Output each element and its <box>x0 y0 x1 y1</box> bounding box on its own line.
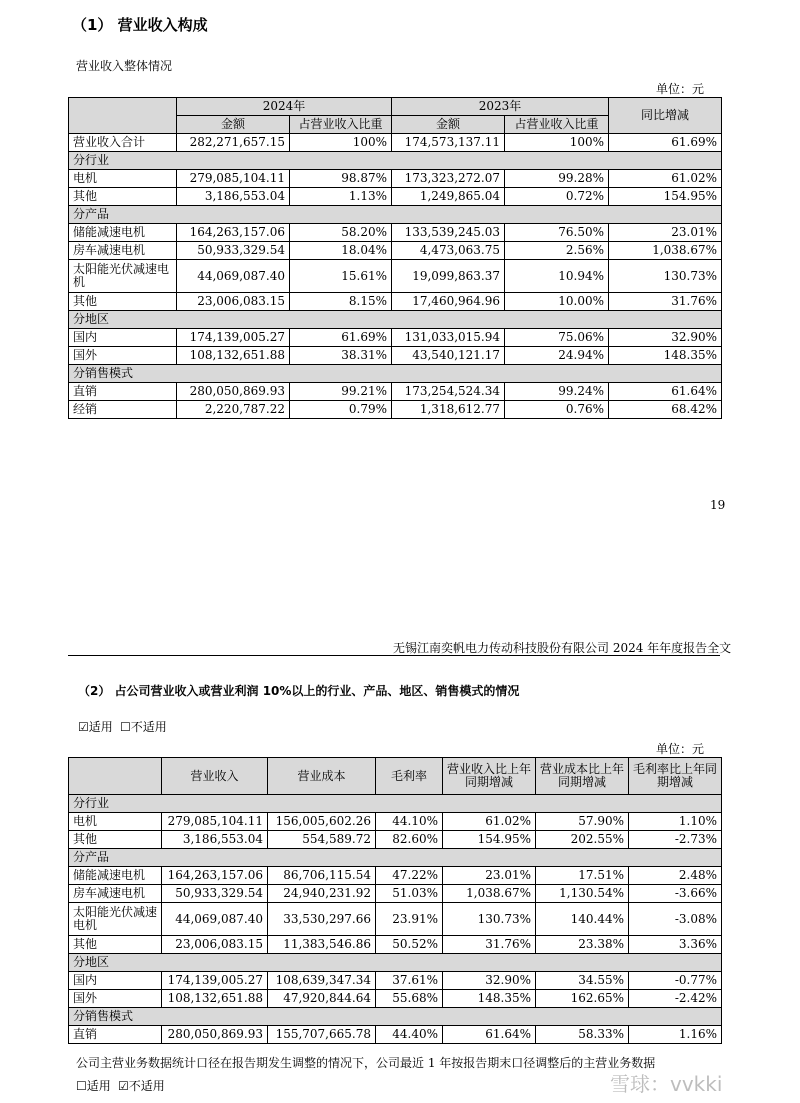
cell-rev: 280,050,869.93 <box>162 1026 268 1044</box>
row-label: 其他 <box>69 293 177 311</box>
cell-margin_yoy: -3.66% <box>629 885 722 903</box>
group-label: 分地区 <box>69 311 722 329</box>
cell-margin: 50.52% <box>376 936 443 954</box>
cell-r24: 15.61% <box>290 260 392 293</box>
cell-r24: 61.69% <box>290 329 392 347</box>
section2-unit: 单位：元 <box>656 742 705 756</box>
header-margin-yoy: 毛利率比上年同期增减 <box>629 758 722 795</box>
cell-r23: 0.76% <box>505 401 609 419</box>
cell-margin: 44.10% <box>376 813 443 831</box>
cell-rev_yoy: 148.35% <box>443 990 536 1008</box>
yoy: 61.69% <box>609 134 722 152</box>
table-row <box>69 383 722 401</box>
cell-r24: 58.20% <box>290 224 392 242</box>
row-label: 营业收入合计 <box>69 134 177 152</box>
cell-margin: 23.91% <box>376 903 443 936</box>
cell-cost: 86,706,115.54 <box>268 867 376 885</box>
cell-cost_yoy: 57.90% <box>536 813 629 831</box>
group-row <box>69 206 722 224</box>
cell-a24: 279,085,104.11 <box>177 170 290 188</box>
row-label: 房车减速电机 <box>69 242 177 260</box>
header-amount-2023: 金额 <box>392 116 505 134</box>
group-label: 分行业 <box>69 795 722 813</box>
cell-cost: 108,639,347.34 <box>268 972 376 990</box>
group-row <box>69 1008 722 1026</box>
table-row <box>69 242 722 260</box>
cell-cost_yoy: 17.51% <box>536 867 629 885</box>
cell-a24: 3,186,553.04 <box>177 188 290 206</box>
row-label: 直销 <box>69 1026 162 1044</box>
cell-cost: 156,005,602.26 <box>268 813 376 831</box>
group-label: 分产品 <box>69 206 722 224</box>
cell-r23: 10.00% <box>505 293 609 311</box>
row-label: 太阳能光伏减速电机 <box>69 903 162 936</box>
group-row <box>69 849 722 867</box>
cell-r23: 99.28% <box>505 170 609 188</box>
group-row <box>69 795 722 813</box>
cell-margin_yoy: -0.77% <box>629 972 722 990</box>
cell-yoy: 130.73% <box>609 260 722 293</box>
cell-cost: 11,383,546.86 <box>268 936 376 954</box>
cell-cost_yoy: 34.55% <box>536 972 629 990</box>
applicable-option: ☑适用 <box>78 720 113 734</box>
cell-a23: 43,540,121.17 <box>392 347 505 365</box>
row-label: 国内 <box>69 972 162 990</box>
table-row <box>69 188 722 206</box>
table-row <box>69 831 722 849</box>
cell-rev_yoy: 61.02% <box>443 813 536 831</box>
header-ratio-2023: 占营业收入比重 <box>505 116 609 134</box>
cell-cost: 155,707,665.78 <box>268 1026 376 1044</box>
cell-r24: 1.13% <box>290 188 392 206</box>
ratio-2023: 100% <box>505 134 609 152</box>
note-applicable-option: ☐适用 <box>76 1079 111 1093</box>
cell-rev: 164,263,157.06 <box>162 867 268 885</box>
cell-yoy: 23.01% <box>609 224 722 242</box>
row-label: 储能减速电机 <box>69 224 177 242</box>
table-row <box>69 293 722 311</box>
cell-margin: 47.22% <box>376 867 443 885</box>
cell-a23: 1,318,612.77 <box>392 401 505 419</box>
cell-cost_yoy: 23.38% <box>536 936 629 954</box>
cell-rev_yoy: 1,038.67% <box>443 885 536 903</box>
header-cost: 营业成本 <box>268 758 376 795</box>
header-rev-yoy: 营业收入比上年同期增减 <box>443 758 536 795</box>
cell-margin_yoy: 2.48% <box>629 867 722 885</box>
cell-rev: 108,132,651.88 <box>162 990 268 1008</box>
cell-rev: 174,139,005.27 <box>162 972 268 990</box>
header-2024: 2024年 <box>177 98 392 116</box>
table-row <box>69 990 722 1008</box>
cell-a23: 19,099,863.37 <box>392 260 505 293</box>
cell-margin_yoy: -2.73% <box>629 831 722 849</box>
cell-r24: 18.04% <box>290 242 392 260</box>
cell-margin: 51.03% <box>376 885 443 903</box>
row-label: 电机 <box>69 813 162 831</box>
group-row <box>69 152 722 170</box>
page-divider <box>68 655 720 656</box>
cell-cost: 33,530,297.66 <box>268 903 376 936</box>
cell-a24: 2,220,787.22 <box>177 401 290 419</box>
group-label: 分销售模式 <box>69 1008 722 1026</box>
cell-yoy: 61.64% <box>609 383 722 401</box>
group-label: 分产品 <box>69 849 722 867</box>
row-label: 电机 <box>69 170 177 188</box>
row-label: 其他 <box>69 936 162 954</box>
cell-cost_yoy: 162.65% <box>536 990 629 1008</box>
cell-r23: 76.50% <box>505 224 609 242</box>
row-label: 国外 <box>69 347 177 365</box>
cell-margin_yoy: 1.10% <box>629 813 722 831</box>
cell-r23: 0.72% <box>505 188 609 206</box>
cell-rev_yoy: 31.76% <box>443 936 536 954</box>
cell-r23: 2.56% <box>505 242 609 260</box>
section2-title: （2） 占公司营业收入或营业利润 10%以上的行业、产品、地区、销售模式的情况 <box>78 684 520 698</box>
group-row <box>69 954 722 972</box>
cell-a24: 108,132,651.88 <box>177 347 290 365</box>
header-ratio-2024: 占营业收入比重 <box>290 116 392 134</box>
cell-rev_yoy: 23.01% <box>443 867 536 885</box>
cell-cost_yoy: 202.55% <box>536 831 629 849</box>
table-row <box>69 885 722 903</box>
cell-rev_yoy: 32.90% <box>443 972 536 990</box>
cell-rev_yoy: 61.64% <box>443 1026 536 1044</box>
watermark: 雪球：vvkki <box>610 1072 723 1096</box>
cell-r24: 98.87% <box>290 170 392 188</box>
header-yoy: 同比增减 <box>609 98 722 134</box>
cell-margin_yoy: -3.08% <box>629 903 722 936</box>
section1-subtitle: 营业收入整体情况 <box>76 59 173 73</box>
cell-a23: 1,249,865.04 <box>392 188 505 206</box>
header-cost-yoy: 营业成本比上年同期增减 <box>536 758 629 795</box>
cell-r24: 0.79% <box>290 401 392 419</box>
header-amount-2024: 金额 <box>177 116 290 134</box>
cell-r24: 99.21% <box>290 383 392 401</box>
row-label: 国内 <box>69 329 177 347</box>
note-not-applicable-option: ☑不适用 <box>118 1079 165 1093</box>
cell-margin_yoy: 1.16% <box>629 1026 722 1044</box>
cell-a23: 17,460,964.96 <box>392 293 505 311</box>
cell-a24: 174,139,005.27 <box>177 329 290 347</box>
not-applicable-option: ☐不适用 <box>120 720 167 734</box>
row-label: 经销 <box>69 401 177 419</box>
adjustment-note: 公司主营业务数据统计口径在报告期发生调整的情况下，公司最近 1 年按报告期末口径调整后的主营业务数据 <box>76 1056 656 1070</box>
row-label: 储能减速电机 <box>69 867 162 885</box>
section1-unit: 单位：元 <box>656 82 705 96</box>
group-label: 分销售模式 <box>69 365 722 383</box>
cell-a23: 173,323,272.07 <box>392 170 505 188</box>
table-row <box>69 867 722 885</box>
cell-rev: 23,006,083.15 <box>162 936 268 954</box>
table-row <box>69 401 722 419</box>
row-label: 直销 <box>69 383 177 401</box>
cell-rev: 50,933,329.54 <box>162 885 268 903</box>
table-row <box>69 813 722 831</box>
header-revenue: 营业收入 <box>162 758 268 795</box>
ratio-2024: 100% <box>290 134 392 152</box>
total-row <box>69 134 722 152</box>
cell-yoy: 31.76% <box>609 293 722 311</box>
row-label: 其他 <box>69 831 162 849</box>
cell-yoy: 154.95% <box>609 188 722 206</box>
cell-rev: 44,069,087.40 <box>162 903 268 936</box>
cell-a23: 133,539,245.03 <box>392 224 505 242</box>
cell-yoy: 1,038.67% <box>609 242 722 260</box>
cell-cost: 554,589.72 <box>268 831 376 849</box>
cell-a24: 44,069,087.40 <box>177 260 290 293</box>
cell-yoy: 148.35% <box>609 347 722 365</box>
table-row <box>69 347 722 365</box>
page-number: 19 <box>710 498 726 512</box>
cell-r23: 10.94% <box>505 260 609 293</box>
amount-2023: 174,573,137.11 <box>392 134 505 152</box>
table-row <box>69 972 722 990</box>
cell-a24: 164,263,157.06 <box>177 224 290 242</box>
cell-a23: 173,254,524.34 <box>392 383 505 401</box>
cell-cost_yoy: 1,130.54% <box>536 885 629 903</box>
cell-cost: 24,940,231.92 <box>268 885 376 903</box>
cell-rev: 279,085,104.11 <box>162 813 268 831</box>
header-2023: 2023年 <box>392 98 609 116</box>
table-row <box>69 936 722 954</box>
header-margin: 毛利率 <box>376 758 443 795</box>
table-row <box>69 224 722 242</box>
cell-a23: 4,473,063.75 <box>392 242 505 260</box>
report-footer: 无锡江南奕帆电力传动科技股份有限公司 2024 年年度报告全文 <box>393 641 732 655</box>
cell-margin: 82.60% <box>376 831 443 849</box>
header-blank <box>69 758 162 795</box>
cell-yoy: 68.42% <box>609 401 722 419</box>
row-label: 太阳能光伏减速电机 <box>69 260 177 293</box>
group-row <box>69 311 722 329</box>
group-label: 分地区 <box>69 954 722 972</box>
table-row <box>69 260 722 293</box>
cell-cost_yoy: 58.33% <box>536 1026 629 1044</box>
cell-margin: 55.68% <box>376 990 443 1008</box>
table-row <box>69 903 722 936</box>
amount-2024: 282,271,657.15 <box>177 134 290 152</box>
cell-rev: 3,186,553.04 <box>162 831 268 849</box>
section1-title: （1） 营业收入构成 <box>72 16 208 34</box>
cell-a23: 131,033,015.94 <box>392 329 505 347</box>
cell-rev_yoy: 130.73% <box>443 903 536 936</box>
cell-a24: 23,006,083.15 <box>177 293 290 311</box>
row-label: 其他 <box>69 188 177 206</box>
cell-yoy: 32.90% <box>609 329 722 347</box>
cell-cost_yoy: 140.44% <box>536 903 629 936</box>
cell-margin: 37.61% <box>376 972 443 990</box>
cell-margin: 44.40% <box>376 1026 443 1044</box>
cell-a24: 280,050,869.93 <box>177 383 290 401</box>
cell-r24: 38.31% <box>290 347 392 365</box>
cell-r24: 8.15% <box>290 293 392 311</box>
revenue-composition-table <box>68 97 722 419</box>
header-blank <box>69 98 177 134</box>
row-label: 国外 <box>69 990 162 1008</box>
cell-rev_yoy: 154.95% <box>443 831 536 849</box>
table-row <box>69 170 722 188</box>
cell-margin_yoy: 3.36% <box>629 936 722 954</box>
row-label: 房车减速电机 <box>69 885 162 903</box>
cell-r23: 75.06% <box>505 329 609 347</box>
table-row <box>69 329 722 347</box>
major-segments-table <box>68 757 722 1044</box>
cell-r23: 24.94% <box>505 347 609 365</box>
cell-yoy: 61.02% <box>609 170 722 188</box>
cell-cost: 47,920,844.64 <box>268 990 376 1008</box>
cell-margin_yoy: -2.42% <box>629 990 722 1008</box>
cell-a24: 50,933,329.54 <box>177 242 290 260</box>
group-row <box>69 365 722 383</box>
cell-r23: 99.24% <box>505 383 609 401</box>
table-row <box>69 1026 722 1044</box>
group-label: 分行业 <box>69 152 722 170</box>
